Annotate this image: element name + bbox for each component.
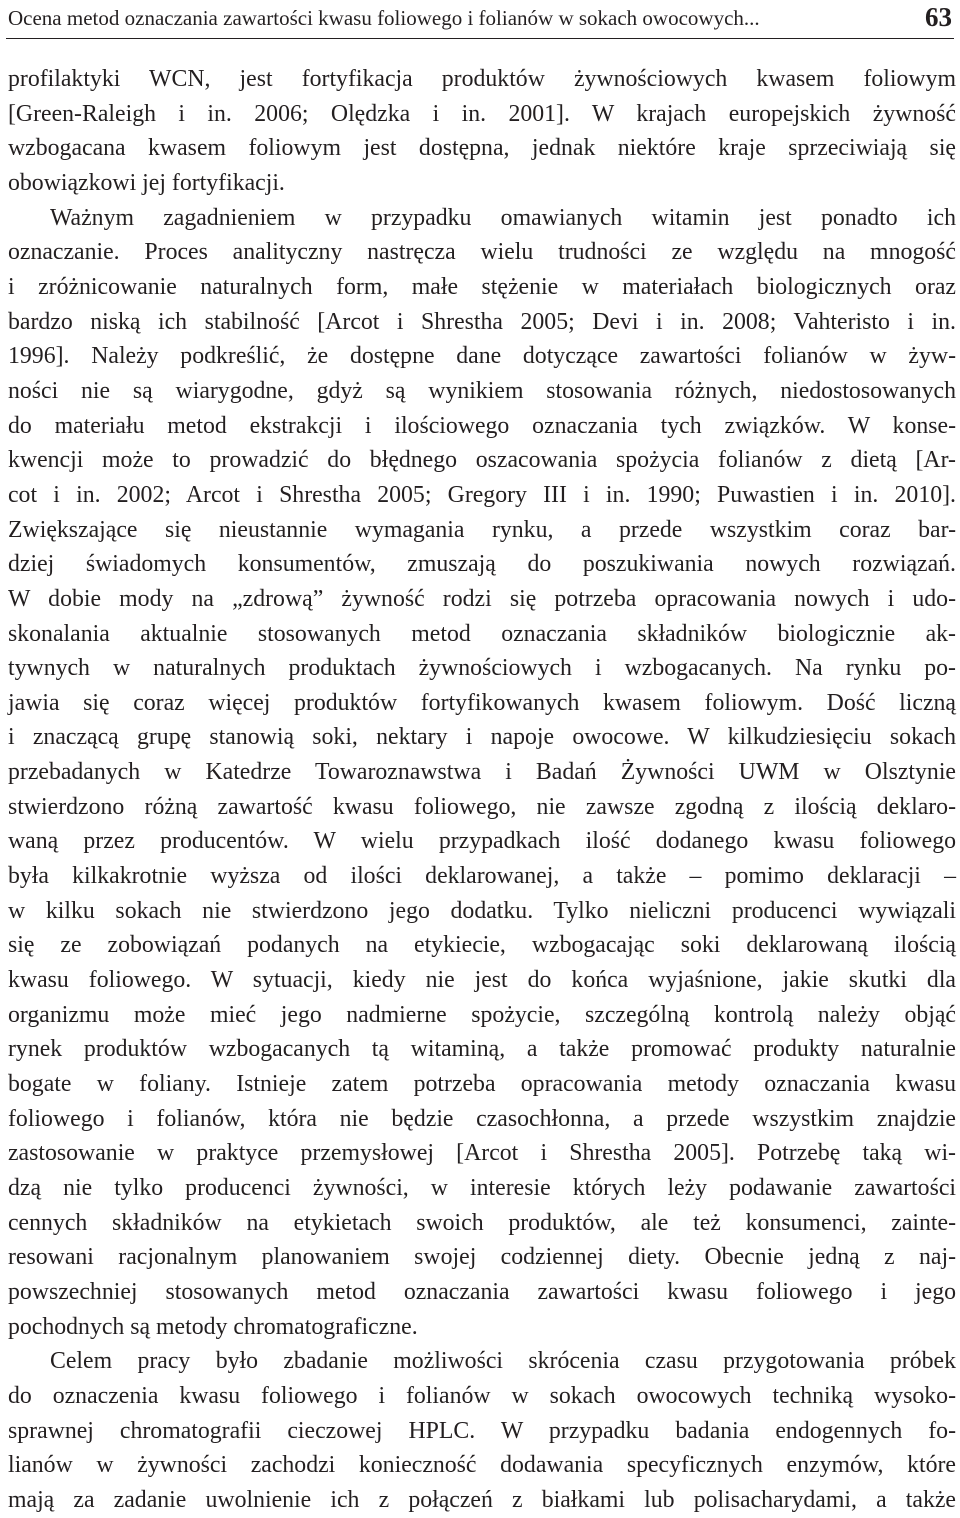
text-line: organizmu może mieć jego nadmierne spożycie, szczególną kontrolą należy objąć [8, 1001, 956, 1028]
paragraph-determination-issues [8, 201, 956, 1345]
text-line: tywnych w naturalnych produktach żywnościowych i wzbogacanych. Na rynku po- [8, 655, 956, 682]
text-line: oznaczanie. Proces analityczny nastręcza wielu trudności ze względu na mnogość [8, 239, 956, 266]
text-line: kwasu foliowego. W sytuacji, kiedy nie jest do końca wyjaśnione, jakie skutki dla [8, 967, 956, 994]
page-number: 63 [925, 2, 952, 32]
text-line: dzą nie tylko producenci żywności, w interesie których leży podawanie zawartości [8, 1175, 956, 1201]
text-line: foliowego i folianów, która nie będzie czasochłonna, a przede wszystkim znajdzie [8, 1105, 956, 1132]
text-line: do oznaczenia kwasu foliowego i folianów w sokach owocowych techniką wysoko- [8, 1382, 956, 1409]
text-line: dziej świadomych konsumentów, zmuszają do poszukiwania nowych rozwiązań. [8, 551, 956, 578]
text-line: lianów w żywności zachodzi konieczność dodawania specyficznych enzymów, które [8, 1452, 956, 1479]
text-line: Ważnym zagadnieniem w przypadku omawianych witamin jest ponadto ich [50, 204, 956, 231]
text-line: waną przez producentów. W wielu przypadkach ilość dodanego kwasu foliowego [8, 828, 956, 855]
text-line: ności nie są wiarygodne, gdyż są wynikiem stosowania różnych, niedostosowanych [8, 377, 956, 404]
text-line: do materiału metod ekstrakcji i ilościowego oznaczania tych związków. W konse- [8, 412, 956, 439]
text-line: mają za zadanie uwolnienie ich z połączeń z białkami lub polisacharydami, a także [8, 1486, 956, 1513]
text-line: w kilku sokach nie stwierdzono jego dodatku. Tylko nieliczni producenci wywiązali [8, 897, 956, 924]
text-line: kwencji może to prowadzić do błędnego oszacowania spożycia folianów z dietą [Ar- [8, 447, 956, 474]
paragraph-fortification-end [8, 62, 956, 201]
text-line: 1996]. Należy podkreślić, że dostępne dane dotyczące zawartości folianów w żyw- [8, 343, 956, 370]
paragraph-aim-of-study [8, 1344, 956, 1517]
text-line: cot i in. 2002; Arcot i Shrestha 2005; Gregory III i in. 1990; Puwastien i in. 2010]. [8, 481, 956, 508]
text-line: zastosowanie w praktyce przemysłowej [Arcot i Shrestha 2005]. Potrzebę taką wi- [8, 1140, 956, 1167]
text-line: sprawnej chromatografii cieczowej HPLC. W przypadku badania endogennych fo- [8, 1417, 956, 1444]
text-line: stwierdzono różną zawartość kwasu foliowego, nie zawsze zgodną z ilością deklaro- [8, 793, 956, 820]
text-line: bardzo niską ich stabilność [Arcot i Shrestha 2005; Devi i in. 2008; Vahteristo i in. [8, 308, 956, 335]
text-line: jawia się coraz więcej produktów fortyfikowanych kwasem foliowym. Dość liczną [8, 689, 956, 716]
text-line: bogate w foliany. Istnieje zatem potrzeba opracowania metody oznaczania kwasu [8, 1071, 956, 1098]
text-line: Zwiększające się nieustannie wymagania rynku, a przede wszystkim coraz bar- [8, 516, 956, 543]
text-line: i zróżnicowanie naturalnych form, małe stężenie w materiałach biologicznych oraz [8, 273, 956, 300]
text-line: wzbogacana kwasem foliowym jest dostępna, jednak niektóre kraje sprzeciwiają się [8, 135, 956, 162]
text-line: rynek produktów wzbogacanych tą witaminą, a także promować produkty naturalnie [8, 1036, 956, 1063]
text-line: była kilkakrotnie wyższa od ilości deklarowanej, a także – pomimo deklaracji – [8, 863, 956, 890]
text-line: przebadanych w Katedrze Towaroznawstwa i Badań Żywności UWM w Olsztynie [8, 759, 956, 786]
running-title: Ocena metod oznaczania zawartości kwasu foliowego i folianów w sokach owocowych... [8, 6, 760, 30]
text-line: pochodnych są metody chromatograficzne. [8, 1313, 418, 1340]
running-header [6, 0, 954, 39]
text-line: powszechniej stosowanych metod oznaczania zawartości kwasu foliowego i jego [8, 1278, 956, 1305]
text-line: Celem pracy było zbadanie możliwości skrócenia czasu przygotowania próbek [50, 1348, 956, 1375]
text-line: cennych składników na etykietach swoich produktów, ale też konsumenci, zainte- [8, 1209, 956, 1236]
text-line: obowiązkowi jej fortyfikacji. [8, 169, 285, 196]
text-line: [Green-Raleigh i in. 2006; Olędzka i in. 2001]. W krajach europejskich żywność [8, 100, 956, 127]
text-line: i znaczącą grupę stanowią soki, nektary i napoje owocowe. W kilkudziesięciu sokach [8, 724, 956, 751]
article-body [8, 62, 956, 1518]
text-line: W dobie mody na „zdrową” żywność rodzi się potrzeba opracowania nowych i udo- [8, 585, 956, 612]
text-line: się ze zobowiązań podanych na etykiecie, wzbogacając soki deklarowaną ilością [8, 932, 956, 959]
text-line: resowani racjonalnym planowaniem swojej codziennej diety. Obecnie jedną z naj- [8, 1244, 956, 1271]
text-line: profilaktyki WCN, jest fortyfikacja produktów żywnościowych kwasem foliowym [8, 66, 956, 92]
text-line: skonalania aktualnie stosowanych metod oznaczania składników biologicznie ak- [8, 620, 956, 647]
